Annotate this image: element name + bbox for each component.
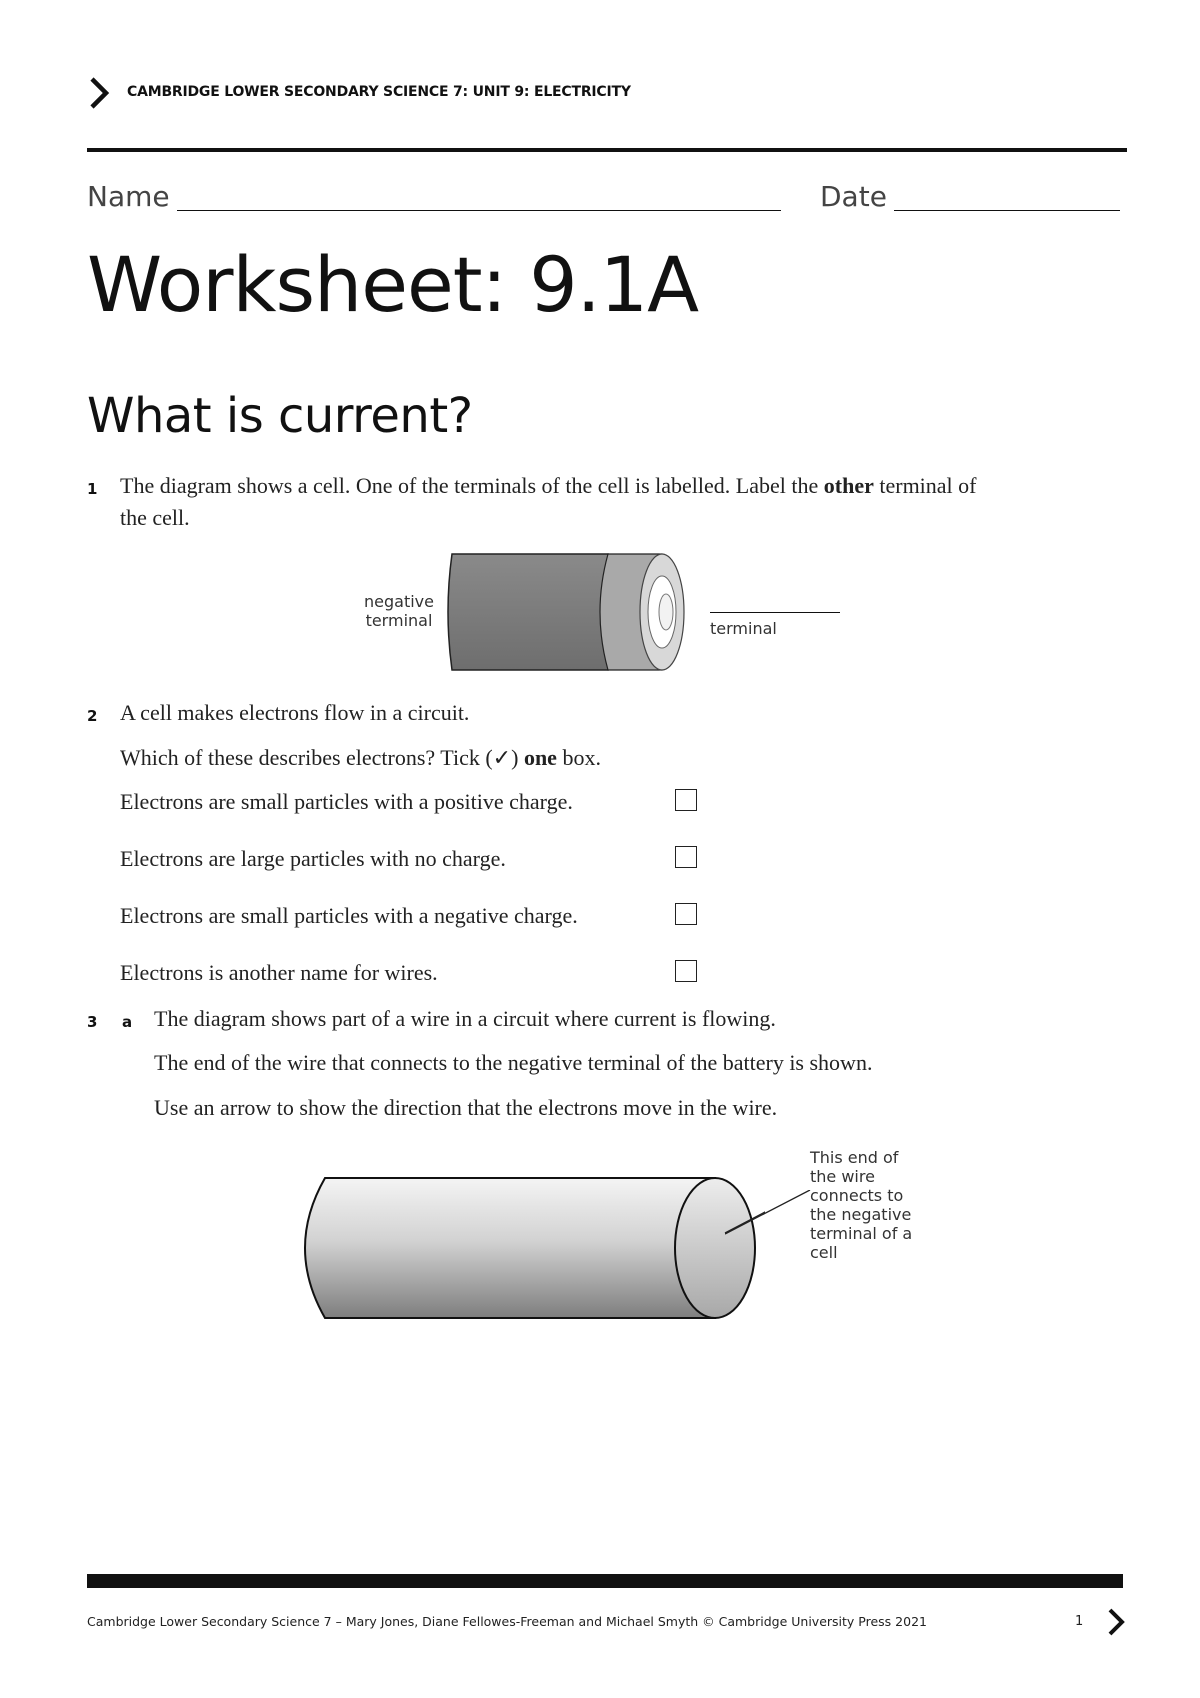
- name-label: Name: [87, 180, 170, 213]
- q1-text-part: The diagram shows a cell. One of the terminals of the cell is labelled. Label the: [120, 473, 824, 498]
- question-2-prompt: [120, 742, 601, 774]
- other-terminal-answer-line[interactable]: [710, 612, 840, 613]
- wire-diagram[interactable]: [285, 1168, 765, 1328]
- name-field[interactable]: [177, 210, 781, 211]
- option-2-checkbox[interactable]: [675, 846, 697, 868]
- q1-text-line2: the cell.: [120, 505, 190, 530]
- q2-prompt-bold: one: [523, 745, 557, 770]
- option-text: Electrons are small particles with a negative charge.: [120, 903, 578, 928]
- wire-end-label: [810, 1148, 940, 1262]
- worksheet-subtitle: What is current?: [87, 388, 473, 444]
- cell-diagram: [440, 550, 690, 674]
- wire-label-line: the wire: [810, 1167, 875, 1186]
- other-terminal-label: terminal: [710, 619, 777, 638]
- worksheet-title: Worksheet: 9.1A: [87, 240, 699, 329]
- header-divider: [87, 148, 1127, 152]
- wire-label-line: the negative: [810, 1205, 912, 1224]
- date-label: Date: [820, 180, 887, 213]
- option-text: Electrons is another name for wires.: [120, 960, 438, 985]
- option-text: Electrons are small particles with a positive charge.: [120, 789, 573, 814]
- wire-label-line: cell: [810, 1243, 838, 1262]
- q1-text-part: terminal of: [873, 473, 977, 498]
- question-3-line3: Use an arrow to show the direction that the electrons move in the wire.: [154, 1095, 778, 1120]
- wire-label-line: This end of: [810, 1148, 899, 1167]
- question-3-number: 3: [87, 1013, 98, 1031]
- question-2-number: 2: [87, 707, 98, 725]
- wire-label-line: terminal of a: [810, 1224, 913, 1243]
- footer-divider: [87, 1574, 1123, 1588]
- question-1-text: [120, 470, 1080, 534]
- question-3-line1: The diagram shows part of a wire in a circuit where current is flowing.: [154, 1006, 776, 1031]
- option-4-checkbox[interactable]: [675, 960, 697, 982]
- page-number: 1: [1075, 1614, 1084, 1629]
- date-field[interactable]: [894, 210, 1120, 211]
- name-date-row: [87, 174, 1127, 218]
- option-3-checkbox[interactable]: [675, 903, 697, 925]
- option-text: Electrons are large particles with no charge.: [120, 846, 506, 871]
- footer-credit: Cambridge Lower Secondary Science 7 – Mary Jones, Diane Fellowes-Freeman and Michael Smyth © Cambridge University Press 2021: [87, 1614, 927, 1629]
- question-3-part: a: [122, 1013, 133, 1031]
- question-2-intro: A cell makes electrons flow in a circuit.: [120, 700, 470, 725]
- negative-label-line2: terminal: [365, 611, 433, 630]
- wire-pointer-line: [725, 1190, 815, 1250]
- question-3-line2: The end of the wire that connects to the negative terminal of the battery is shown.: [154, 1050, 873, 1075]
- cell-negative-terminal-label: [364, 592, 434, 630]
- negative-label-line1: negative: [364, 592, 434, 611]
- option-1-checkbox[interactable]: [675, 789, 697, 811]
- header-title: CAMBRIDGE LOWER SECONDARY SCIENCE 7: UNIT 9: ELECTRICITY: [127, 84, 631, 100]
- next-page-chevron-icon[interactable]: [1106, 1607, 1126, 1637]
- q2-prompt-part: box.: [556, 745, 601, 770]
- q1-text-bold: other: [823, 473, 874, 498]
- question-1-number: 1: [87, 480, 98, 498]
- wire-label-line: connects to: [810, 1186, 904, 1205]
- q2-prompt-part: Which of these describes electrons? Tick (✓): [120, 745, 524, 770]
- chevron-right-icon: [86, 76, 112, 110]
